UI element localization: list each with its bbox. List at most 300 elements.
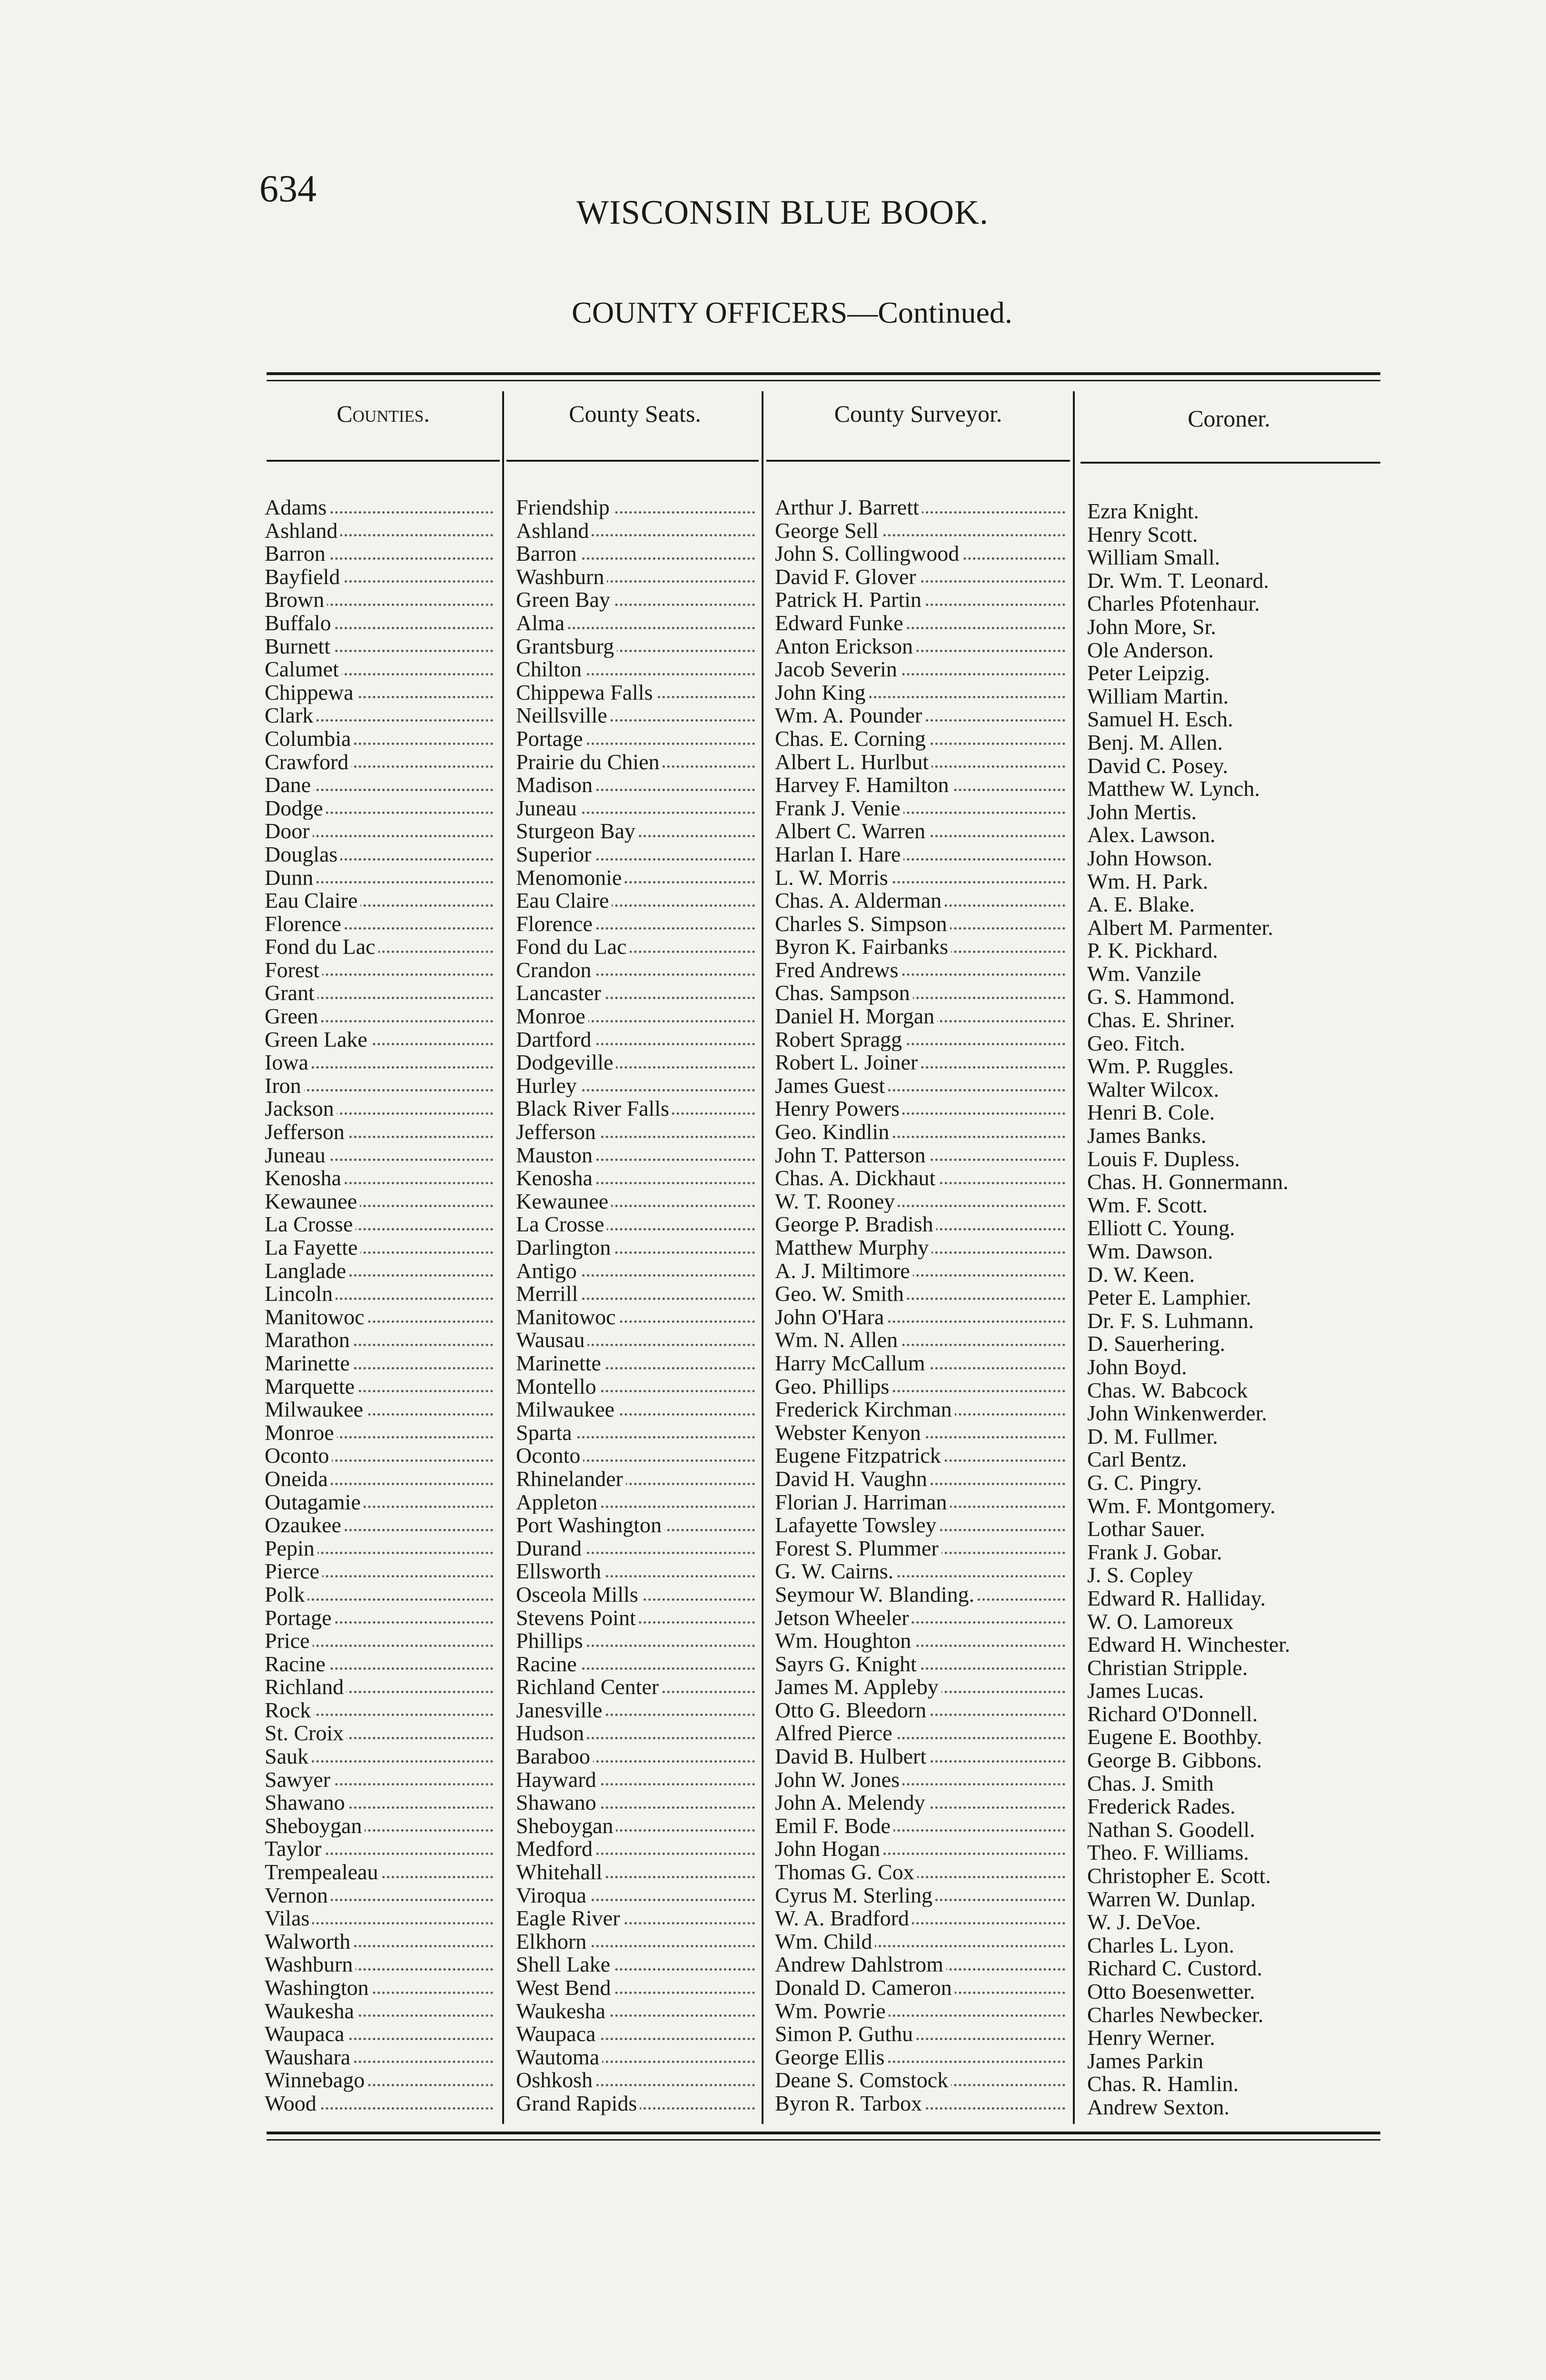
header-rule	[267, 460, 500, 462]
county-cell: Washington	[265, 1976, 498, 2000]
county-seats-column	[516, 496, 760, 2115]
coroner-cell: Richard O'Donnell.	[1087, 1702, 1258, 1726]
coroner-cell: Richard C. Custord.	[1087, 1957, 1262, 1980]
county-seat-cell: Crandon	[516, 959, 760, 982]
county-surveyor-cell: Patrick H. Partin	[775, 588, 1070, 612]
coroner-cell: Samuel H. Esch.	[1087, 708, 1233, 731]
coroner-cell: Alex. Lawson.	[1087, 823, 1216, 847]
county-surveyor-cell: Wm. Houghton	[775, 1629, 1070, 1653]
county-cell: Rock	[265, 1699, 498, 1722]
county-cell: Price	[265, 1629, 498, 1653]
coroner-cell: Chas. J. Smith	[1087, 1772, 1214, 1795]
coroner-cell: D. M. Fullmer.	[1087, 1425, 1218, 1448]
county-surveyor-cell: Cyrus M. Sterling	[775, 1884, 1070, 1907]
county-cell: Florence	[265, 912, 498, 936]
coroner-cell: Elliott C. Young.	[1087, 1217, 1235, 1240]
county-surveyor-cell: W. T. Rooney	[775, 1190, 1070, 1213]
county-seat-cell: Hayward	[516, 1768, 760, 1792]
county-seat-cell: Manitowoc	[516, 1306, 760, 1329]
county-seat-cell: Menomonie	[516, 866, 760, 890]
county-surveyor-cell: Webster Kenyon	[775, 1421, 1070, 1445]
coroner-cell: Albert M. Parmenter.	[1087, 916, 1273, 940]
county-cell: Richland	[265, 1676, 498, 1699]
coroner-cell: G. S. Hammond.	[1087, 985, 1235, 1009]
county-surveyor-cell: Matthew Murphy	[775, 1236, 1070, 1259]
county-cell: Oneida	[265, 1468, 498, 1491]
county-seat-cell: Montello	[516, 1375, 760, 1398]
county-surveyor-cell: Chas. Sampson	[775, 982, 1070, 1005]
coroner-cell: John Howson.	[1087, 846, 1213, 870]
county-surveyor-cell: James Guest	[775, 1074, 1070, 1098]
coroner-cell: D. Sauerhering.	[1087, 1332, 1225, 1356]
county-cell: Green	[265, 1005, 498, 1028]
county-cell: Pierce	[265, 1560, 498, 1583]
county-seat-cell: Friendship	[516, 496, 760, 519]
coroner-cell: Ole Anderson.	[1087, 638, 1214, 662]
county-cell: Iron	[265, 1074, 498, 1098]
coroner-cell: G. C. Pingry.	[1087, 1471, 1202, 1495]
coroner-cell: Matthew W. Lynch.	[1087, 777, 1260, 801]
coroner-cell: John Winkenwerder.	[1087, 1402, 1267, 1425]
county-surveyor-cell: James M. Appleby	[775, 1676, 1070, 1699]
coroner-cell: Louis F. Dupless.	[1087, 1147, 1240, 1171]
coroner-cell: Walter Wilcox.	[1087, 1078, 1219, 1101]
coroner-cell: Andrew Sexton.	[1087, 2095, 1229, 2119]
county-seat-cell: Lancaster	[516, 982, 760, 1005]
county-cell: Kenosha	[265, 1167, 498, 1190]
county-cell: Jefferson	[265, 1121, 498, 1144]
county-surveyor-cell: Andrew Dahlstrom	[775, 1953, 1070, 1976]
county-surveyor-cell: John Hogan	[775, 1837, 1070, 1861]
coroner-cell: Charles L. Lyon.	[1087, 1934, 1235, 1957]
coroner-cell: Frederick Rades.	[1087, 1795, 1236, 1818]
county-seat-cell: Hudson	[516, 1722, 760, 1745]
header-rule	[1080, 462, 1380, 464]
county-seat-cell: Mauston	[516, 1144, 760, 1167]
county-surveyor-cell: Frederick Kirchman	[775, 1398, 1070, 1421]
coroner-cell: Wm. H. Park.	[1087, 870, 1209, 893]
county-seat-cell: Kenosha	[516, 1167, 760, 1190]
coroner-cell: George B. Gibbons.	[1087, 1749, 1262, 1772]
county-surveyor-cell: Harlan I. Hare	[775, 843, 1070, 866]
county-surveyor-cell: Geo. Phillips	[775, 1375, 1070, 1398]
county-seat-cell: Madison	[516, 774, 760, 797]
county-cell: Buffalo	[265, 612, 498, 635]
coroner-cell: Wm. F. Montgomery.	[1087, 1494, 1276, 1518]
county-seat-cell: Wautoma	[516, 2046, 760, 2069]
counties-column	[265, 496, 498, 2115]
county-cell: Marquette	[265, 1375, 498, 1398]
county-surveyor-cell: Chas. A. Alderman	[775, 889, 1070, 912]
county-cell: Forest	[265, 959, 498, 982]
county-seat-cell: Chilton	[516, 658, 760, 681]
county-surveyor-cell: Robert L. Joiner	[775, 1051, 1070, 1074]
county-surveyor-cell: Otto G. Bleedorn	[775, 1699, 1070, 1722]
coroner-cell: Henry Werner.	[1087, 2026, 1215, 2050]
county-surveyor-cell: Byron K. Fairbanks	[775, 935, 1070, 959]
coroner-cell: W. O. Lamoreux	[1087, 1610, 1234, 1634]
county-surveyor-cell: Wm. Child	[775, 1930, 1070, 1954]
county-seat-cell: Jefferson	[516, 1121, 760, 1144]
county-seat-cell: Portage	[516, 727, 760, 751]
county-seat-cell: La Crosse	[516, 1213, 760, 1236]
county-seat-cell: Washburn	[516, 565, 760, 589]
county-surveyor-cell: Edward Funke	[775, 612, 1070, 635]
county-surveyor-cell: John S. Collingwood	[775, 542, 1070, 565]
county-seat-cell: Shawano	[516, 1791, 760, 1815]
county-cell: Walworth	[265, 1930, 498, 1954]
county-seat-cell: Dodgeville	[516, 1051, 760, 1074]
county-cell: Oconto	[265, 1444, 498, 1468]
county-surveyor-cell: Lafayette Towsley	[775, 1514, 1070, 1537]
county-surveyor-cell: Albert C. Warren	[775, 820, 1070, 843]
coroner-cell: Peter Leipzig.	[1087, 662, 1210, 685]
coroner-cell: John More, Sr.	[1087, 615, 1216, 639]
county-surveyor-cell: George P. Bradish	[775, 1213, 1070, 1236]
county-surveyor-cell: Geo. W. Smith	[775, 1282, 1070, 1306]
county-cell: Burnett	[265, 635, 498, 658]
coroner-cell: Nathan S. Goodell.	[1087, 1818, 1255, 1842]
coroner-cell: Edward H. Winchester.	[1087, 1633, 1290, 1656]
county-seat-cell: Osceola Mills	[516, 1583, 760, 1606]
county-cell: Sawyer	[265, 1768, 498, 1792]
county-surveyor-cell: Sayrs G. Knight	[775, 1653, 1070, 1676]
header-county-surveyor: County Surveyor.	[834, 400, 1002, 427]
county-seat-cell: West Bend	[516, 1976, 760, 2000]
coroner-cell: Wm. Vanzile	[1087, 962, 1201, 986]
county-seat-cell: Black River Falls	[516, 1097, 760, 1121]
county-seat-cell: Barron	[516, 542, 760, 565]
county-seat-cell: Viroqua	[516, 1884, 760, 1907]
county-cell: Calumet	[265, 658, 498, 681]
county-seat-cell: Waukesha	[516, 2000, 760, 2023]
county-cell: Langlade	[265, 1259, 498, 1283]
county-surveyor-cell: G. W. Cairns.	[775, 1560, 1070, 1583]
coroner-cell: Warren W. Dunlap.	[1087, 1887, 1256, 1911]
county-cell: Douglas	[265, 843, 498, 866]
county-seat-cell: Waupaca	[516, 2023, 760, 2046]
county-seat-cell: Ashland	[516, 519, 760, 543]
county-cell: Adams	[265, 496, 498, 519]
county-seat-cell: Marinette	[516, 1352, 760, 1375]
county-surveyor-cell: Thomas G. Cox	[775, 1861, 1070, 1884]
county-seat-cell: Dartford	[516, 1028, 760, 1051]
coroner-cell: James Parkin	[1087, 2049, 1204, 2073]
county-seat-cell: Shell Lake	[516, 1953, 760, 1976]
county-surveyor-cell: L. W. Morris	[775, 866, 1070, 890]
coroner-cell: Chas. R. Hamlin.	[1087, 2073, 1239, 2096]
bottom-rule-2	[267, 2139, 1380, 2141]
county-seat-cell: Chippewa Falls	[516, 681, 760, 704]
county-surveyor-cell: Wm. Powrie	[775, 2000, 1070, 2023]
bottom-rule-1	[267, 2132, 1380, 2134]
county-cell: Brown	[265, 588, 498, 612]
county-surveyor-cell: Robert Spragg	[775, 1028, 1070, 1051]
county-cell: Monroe	[265, 1421, 498, 1445]
county-seat-cell: Eagle River	[516, 1907, 760, 1930]
coroner-column	[1087, 500, 1382, 2119]
county-seat-cell: Milwaukee	[516, 1398, 760, 1421]
coroner-cell: Henri B. Cole.	[1087, 1101, 1215, 1125]
coroner-cell: Ezra Knight.	[1087, 500, 1199, 523]
county-cell: Columbia	[265, 727, 498, 751]
county-seat-cell: Baraboo	[516, 1745, 760, 1768]
county-seat-cell: Eau Claire	[516, 889, 760, 912]
county-surveyor-cell: Fred Andrews	[775, 959, 1070, 982]
coroner-cell: Dr. Wm. T. Leonard.	[1087, 569, 1269, 593]
coroner-cell: Henry Scott.	[1087, 523, 1198, 546]
column-divider	[1073, 391, 1075, 2124]
county-cell: Door	[265, 820, 498, 843]
county-surveyor-cell: Alfred Pierce	[775, 1722, 1070, 1745]
county-seat-cell: Richland Center	[516, 1676, 760, 1699]
header-rule	[766, 460, 1070, 462]
county-seat-cell: Janesville	[516, 1699, 760, 1722]
county-cell: Pepin	[265, 1537, 498, 1560]
county-seat-cell: Whitehall	[516, 1861, 760, 1884]
coroner-cell: David C. Posey.	[1087, 754, 1229, 778]
county-seat-cell: Fond du Lac	[516, 935, 760, 959]
county-surveyor-cell: George Ellis	[775, 2046, 1070, 2069]
header-rule	[506, 460, 759, 462]
county-seat-cell: Neillsville	[516, 704, 760, 727]
county-seat-cell: Antigo	[516, 1259, 760, 1283]
county-cell: Manitowoc	[265, 1306, 498, 1329]
county-seat-cell: Sparta	[516, 1421, 760, 1445]
county-surveyor-cell: Donald D. Cameron	[775, 1976, 1070, 2000]
county-surveyor-cell: W. A. Bradford	[775, 1907, 1070, 1930]
coroner-cell: Christopher E. Scott.	[1087, 1864, 1271, 1888]
county-cell: Sheboygan	[265, 1815, 498, 1838]
coroner-cell: A. E. Blake.	[1087, 893, 1195, 916]
county-seat-cell: Oconto	[516, 1444, 760, 1468]
coroner-cell: Carl Bentz.	[1087, 1448, 1187, 1471]
county-seat-cell: Monroe	[516, 1005, 760, 1028]
coroner-cell: Wm. Dawson.	[1087, 1240, 1213, 1263]
coroner-cell: Charles Pfotenhaur.	[1087, 592, 1260, 615]
county-cell: Bayfield	[265, 565, 498, 589]
county-surveyor-cell: Harry McCallum	[775, 1352, 1070, 1375]
county-seat-cell: Darlington	[516, 1236, 760, 1259]
county-cell: Kewaunee	[265, 1190, 498, 1213]
county-surveyor-cell: Geo. Kindlin	[775, 1121, 1070, 1144]
county-cell: La Crosse	[265, 1213, 498, 1236]
county-seat-cell: Wausau	[516, 1329, 760, 1352]
page-number: 634	[259, 168, 317, 210]
running-head: WISCONSIN BLUE BOOK.	[576, 193, 989, 231]
county-seat-cell: Grand Rapids	[516, 2092, 760, 2115]
header-counties: Counties.	[337, 400, 430, 427]
county-cell: Wood	[265, 2092, 498, 2115]
coroner-cell: D. W. Keen.	[1087, 1263, 1195, 1287]
coroner-cell: John Mertis.	[1087, 800, 1197, 824]
county-cell: Vilas	[265, 1907, 498, 1930]
coroner-cell: Chas. H. Gonnermann.	[1087, 1170, 1288, 1194]
county-cell: Clark	[265, 704, 498, 727]
county-surveyor-cell: Florian J. Harriman	[775, 1491, 1070, 1514]
column-divider	[502, 391, 504, 2124]
county-cell: Grant	[265, 982, 498, 1005]
county-seat-cell: Merrill	[516, 1282, 760, 1306]
coroner-cell: Christian Stripple.	[1087, 1656, 1248, 1680]
county-cell: Lincoln	[265, 1282, 498, 1306]
county-seat-cell: Florence	[516, 912, 760, 936]
coroner-cell: Edward R. Halliday.	[1087, 1587, 1266, 1610]
county-cell: Crawford	[265, 751, 498, 774]
county-cell: Winnebago	[265, 2069, 498, 2092]
county-surveyor-cell: John T. Patterson	[775, 1144, 1070, 1167]
county-surveyor-cell: David F. Glover	[775, 565, 1070, 589]
coroner-cell: Eugene E. Boothby.	[1087, 1726, 1262, 1749]
county-surveyor-cell: A. J. Miltimore	[775, 1259, 1070, 1283]
coroner-cell: Chas. W. Babcock	[1087, 1378, 1248, 1402]
county-cell: Washburn	[265, 1953, 498, 1976]
county-surveyor-cell: Chas. A. Dickhaut	[775, 1167, 1070, 1190]
county-cell: Taylor	[265, 1837, 498, 1861]
county-surveyor-cell: Jetson Wheeler	[775, 1606, 1070, 1630]
county-seat-cell: Port Washington	[516, 1514, 760, 1537]
county-cell: Fond du Lac	[265, 935, 498, 959]
county-cell: Green Lake	[265, 1028, 498, 1051]
county-surveyor-cell: Wm. A. Pounder	[775, 704, 1070, 727]
county-surveyor-cell: Chas. E. Corning	[775, 727, 1070, 751]
coroner-cell: Frank J. Gobar.	[1087, 1540, 1222, 1564]
county-surveyor-cell: Eugene Fitzpatrick	[775, 1444, 1070, 1468]
county-cell: Waukesha	[265, 2000, 498, 2023]
county-surveyor-cell: Forest S. Plummer	[775, 1537, 1070, 1560]
county-seat-cell: Rhinelander	[516, 1468, 760, 1491]
county-surveyor-cell: John A. Melendy	[775, 1791, 1070, 1815]
column-divider	[762, 391, 763, 2124]
county-surveyor-cell: John W. Jones	[775, 1768, 1070, 1792]
county-cell: Ashland	[265, 519, 498, 543]
top-rule-2	[267, 380, 1380, 381]
county-cell: Portage	[265, 1606, 498, 1630]
county-cell: Waupaca	[265, 2023, 498, 2046]
county-cell: Dodge	[265, 797, 498, 820]
county-seat-cell: Sturgeon Bay	[516, 820, 760, 843]
header-coroner: Coroner.	[1188, 405, 1270, 432]
county-seat-cell: Alma	[516, 612, 760, 635]
county-surveyor-cell: Harvey F. Hamilton	[775, 774, 1070, 797]
section-title: COUNTY OFFICERS—Continued.	[572, 296, 1012, 329]
county-surveyor-cell: Seymour W. Blanding.	[775, 1583, 1070, 1606]
coroner-cell: Wm. F. Scott.	[1087, 1193, 1208, 1217]
county-cell: La Fayette	[265, 1236, 498, 1259]
county-cell: Jackson	[265, 1097, 498, 1121]
county-cell: Milwaukee	[265, 1398, 498, 1421]
county-seat-cell: Oshkosh	[516, 2069, 760, 2092]
county-cell: Dane	[265, 774, 498, 797]
county-seat-cell: Racine	[516, 1653, 760, 1676]
county-surveyor-cell: Deane S. Comstock	[775, 2069, 1070, 2092]
county-surveyor-cell: Charles S. Simpson	[775, 912, 1070, 936]
county-seat-cell: Sheboygan	[516, 1815, 760, 1838]
coroner-cell: Dr. F. S. Luhmann.	[1087, 1309, 1254, 1333]
coroner-cell: James Banks.	[1087, 1124, 1207, 1148]
county-cell: Iowa	[265, 1051, 498, 1074]
county-surveyor-cell: Arthur J. Barrett	[775, 496, 1070, 519]
county-cell: Barron	[265, 542, 498, 565]
county-seat-cell: Appleton	[516, 1491, 760, 1514]
header-county-seats: County Seats.	[569, 400, 701, 427]
coroner-cell: Otto Boesenwetter.	[1087, 1980, 1255, 2003]
county-cell: Shawano	[265, 1791, 498, 1815]
coroner-cell: John Boyd.	[1087, 1355, 1187, 1379]
county-surveyor-column	[775, 496, 1070, 2115]
county-surveyor-cell: Jacob Severin	[775, 658, 1070, 681]
top-rule-1	[267, 372, 1380, 375]
coroner-cell: Theo. F. Williams.	[1087, 1841, 1249, 1865]
county-surveyor-cell: Henry Powers	[775, 1097, 1070, 1121]
coroner-cell: Lothar Sauer.	[1087, 1517, 1205, 1541]
coroner-cell: William Small.	[1087, 546, 1220, 569]
county-surveyor-cell: Wm. N. Allen	[775, 1329, 1070, 1352]
county-seat-cell: Juneau	[516, 797, 760, 820]
county-seat-cell: Ellsworth	[516, 1560, 760, 1583]
coroner-cell: Geo. Fitch.	[1087, 1031, 1185, 1055]
county-seat-cell: Prairie du Chien	[516, 751, 760, 774]
coroner-cell: Charles Newbecker.	[1087, 2003, 1264, 2027]
coroner-cell: P. K. Pickhard.	[1087, 939, 1218, 962]
county-cell: Marathon	[265, 1329, 498, 1352]
county-cell: Eau Claire	[265, 889, 498, 912]
county-surveyor-cell: John O'Hara	[775, 1306, 1070, 1329]
county-seat-cell: Phillips	[516, 1629, 760, 1653]
county-seat-cell: Superior	[516, 843, 760, 866]
county-cell: Trempealeau	[265, 1861, 498, 1884]
county-surveyor-cell: Albert L. Hurlbut	[775, 751, 1070, 774]
county-surveyor-cell: Byron R. Tarbox	[775, 2092, 1070, 2115]
county-seat-cell: Kewaunee	[516, 1190, 760, 1213]
county-seat-cell: Hurley	[516, 1074, 760, 1098]
county-cell: Polk	[265, 1583, 498, 1606]
county-surveyor-cell: John King	[775, 681, 1070, 704]
county-cell: Marinette	[265, 1352, 498, 1375]
county-surveyor-cell: Daniel H. Morgan	[775, 1005, 1070, 1028]
county-cell: St. Croix	[265, 1722, 498, 1745]
coroner-cell: J. S. Copley	[1087, 1564, 1193, 1587]
county-surveyor-cell: Emil F. Bode	[775, 1815, 1070, 1838]
county-seat-cell: Elkhorn	[516, 1930, 760, 1954]
coroner-cell: Peter E. Lamphier.	[1087, 1286, 1251, 1309]
county-surveyor-cell: David H. Vaughn	[775, 1468, 1070, 1491]
coroner-cell: William Martin.	[1087, 684, 1229, 708]
coroner-cell: Wm. P. Ruggles.	[1087, 1055, 1234, 1078]
county-surveyor-cell: Frank J. Venie	[775, 797, 1070, 820]
county-seat-cell: Medford	[516, 1837, 760, 1861]
county-seat-cell: Grantsburg	[516, 635, 760, 658]
coroner-cell: James Lucas.	[1087, 1679, 1204, 1703]
county-cell: Racine	[265, 1653, 498, 1676]
county-cell: Sauk	[265, 1745, 498, 1768]
county-surveyor-cell: Simon P. Guthu	[775, 2023, 1070, 2046]
county-cell: Ozaukee	[265, 1514, 498, 1537]
county-cell: Dunn	[265, 866, 498, 890]
coroner-cell: Benj. M. Allen.	[1087, 731, 1223, 754]
coroner-cell: W. J. DeVoe.	[1087, 1911, 1201, 1934]
county-surveyor-cell: George Sell	[775, 519, 1070, 543]
county-seat-cell: Durand	[516, 1537, 760, 1560]
county-cell: Chippewa	[265, 681, 498, 704]
county-seat-cell: Green Bay	[516, 588, 760, 612]
coroner-cell: Chas. E. Shriner.	[1087, 1009, 1235, 1032]
county-cell: Outagamie	[265, 1491, 498, 1514]
county-cell: Waushara	[265, 2046, 498, 2069]
county-surveyor-cell: David B. Hulbert	[775, 1745, 1070, 1768]
county-cell: Juneau	[265, 1144, 498, 1167]
county-surveyor-cell: Anton Erickson	[775, 635, 1070, 658]
